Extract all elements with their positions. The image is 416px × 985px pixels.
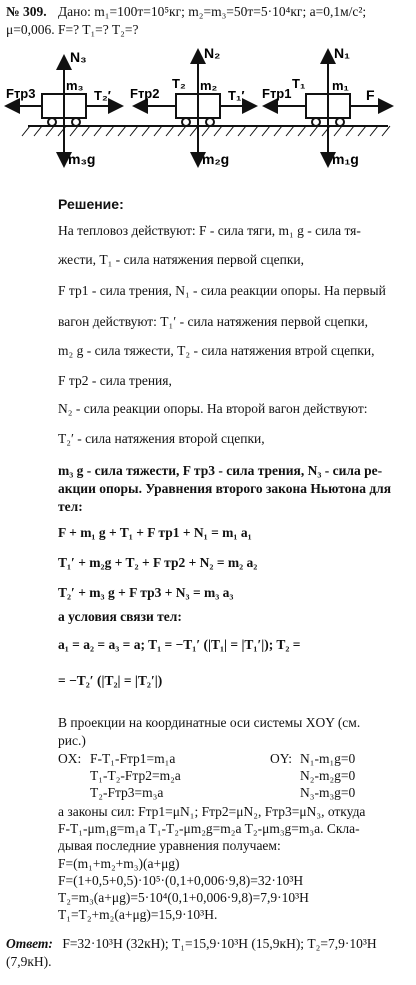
equation-3: T₂′ + m₃ g + F тр3 + N₃ = m₃ a₃ xyxy=(58,585,234,600)
answer-text-1: F=32·10³Н (32кН); T₁=15,9·10³Н (15,9кН); T₂=7,9·10³Н xyxy=(62,936,377,951)
given-data-2: μ=0,006. F=? T₁=? T₂=? xyxy=(6,22,139,37)
n1-label: N₁ xyxy=(334,45,350,61)
conditions-2: = −T₂′ (|T₂| = |T₂′|) xyxy=(58,673,163,688)
laws-3: дывая последние уравнения получаем: xyxy=(58,838,281,853)
t1-label: T₁ xyxy=(292,76,306,91)
solution-line-1: На тепловоз действуют: F - сила тяги, m₁ g - сила тя- xyxy=(58,223,361,238)
oy-label: OY: xyxy=(270,751,293,766)
conditions-1: a₁ = a₂ = a₃ = a; T₁ = −T₁′ (|T₁| = |T₁′|); T₂ = xyxy=(58,637,301,652)
equation-2: T₁′ + m₂g + T₂ + F тр2 + N₂ = m₂ a₂ xyxy=(58,555,258,570)
f-label: F xyxy=(366,87,375,103)
solution-line-3: F тр1 - сила трения, N₁ - сила реакции опоры. На первый xyxy=(58,283,386,298)
m1-label: m₁ xyxy=(332,78,349,93)
problem-header xyxy=(6,4,366,20)
ox-eq-2: T₁-T₂-Fтр2=m₂a xyxy=(90,768,181,783)
ox-label: OX: xyxy=(58,751,82,766)
ftr2-label: Fтр2 xyxy=(130,86,160,101)
ox-eq-1: F-T₁-Fтр1=m₁a xyxy=(90,751,176,766)
laws-1: а законы сил: Fтр1=μN₁; Fтр2=μN₂, Fтр3=μN₃, откуда xyxy=(58,804,366,819)
calc-2: F=(1+0,5+0,5)·10⁵·(0,1+0,006·9,8)=32·10³Н xyxy=(58,873,304,888)
calc-1: F=(m₁+m₂+m₃)(a+μg) xyxy=(58,856,180,871)
projection-1: В проекции на координатные оси системы XOY (см. xyxy=(58,715,361,730)
equation-1: F + m₁ g + T₁ + F тр1 + N₁ = m₁ a₁ xyxy=(58,525,252,540)
problem-header-line2 xyxy=(6,22,138,38)
t2p-label: T₂′ xyxy=(94,88,111,103)
answer-line-1 xyxy=(6,936,377,952)
solution-line-2: жести, T₁ - сила натяжения первой сцепки, xyxy=(58,252,305,267)
projection-2: рис.) xyxy=(58,733,86,748)
oy-eq-1: N₁-m₁g=0 xyxy=(300,751,356,766)
t1p-label: T₁′ xyxy=(228,88,245,103)
m2g-label: m₂g xyxy=(202,151,230,167)
ftr1-label: Fтр1 xyxy=(262,86,292,101)
conditions-title: а условия связи тел: xyxy=(58,609,182,624)
solution-bold-1: m₃ g - сила тяжести, F тр3 - сила трения, N₃ - сила ре- xyxy=(58,463,383,478)
oy-eq-3: N₃-m₃g=0 xyxy=(300,785,356,800)
n2-label: N₂ xyxy=(204,45,221,61)
solution-line-7: N₂ - сила реакции опоры. На второй вагон действуют: xyxy=(58,401,368,416)
solution-line-6: F тр2 - сила трения, xyxy=(58,373,172,388)
m1g-label: m₁g xyxy=(332,151,359,167)
answer-text-2: (7,9кН). xyxy=(6,954,52,969)
answer-label: Ответ: xyxy=(6,936,53,951)
oy-eq-2: N₂-m₂g=0 xyxy=(300,768,356,783)
calc-3: T₂=m₃(a+μg)=5·10⁴(0,1+0,006·9,8)=7,9·10³Н xyxy=(58,890,309,905)
solution-line-4: вагон действуют: T₁′ - сила натяжения первой сцепки, xyxy=(58,314,368,329)
problem-number: № 309. xyxy=(6,4,47,19)
m3g-label: m₃g xyxy=(68,151,96,167)
laws-2: F-T₁-μm₁g=m₁a T₁-T₂-μm₂g=m₂a T₂-μm₃g=m₃a. Скла- xyxy=(58,821,360,836)
given-data: Дано: m₁=100т=10⁵кг; m₂=m₃=50т=5·10⁴кг; a=0,1м/с²; xyxy=(57,4,367,19)
ftr3-label: Fтр3 xyxy=(6,86,36,101)
solution-line-8: T₂′ - сила натяжения второй сцепки, xyxy=(58,431,265,446)
t2-label: T₂ xyxy=(172,76,186,91)
n3-label: N₃ xyxy=(70,49,87,65)
ox-eq-3: T₂-Fтр3=m₃a xyxy=(90,785,164,800)
m2-label: m₂ xyxy=(200,78,218,93)
force-diagram xyxy=(0,40,416,190)
calc-4: T₁=T₂+m₂(a+μg)=15,9·10³Н. xyxy=(58,907,218,922)
solution-line-5: m₂ g - сила тяжести, T₂ - сила натяжения втрой сцепки, xyxy=(58,343,375,358)
solution-bold-2: акции опоры. Уравнения второго закона Ньютона для xyxy=(58,481,392,496)
m3-label: m₃ xyxy=(66,78,84,93)
solution-title: Решение: xyxy=(58,196,124,212)
solution-bold-3: тел: xyxy=(58,499,83,514)
